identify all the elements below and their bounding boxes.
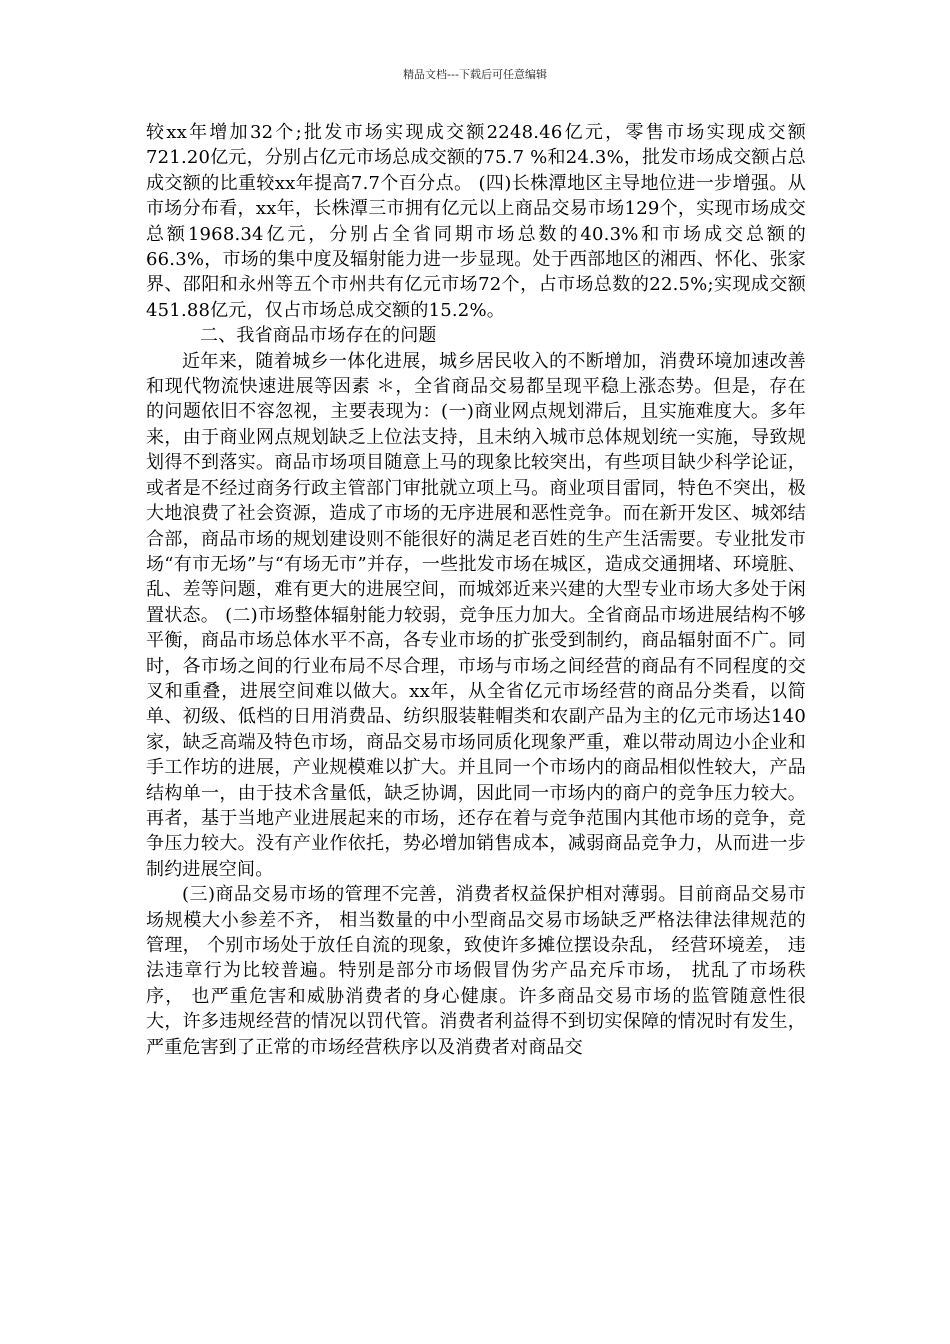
paragraph-problems: 近年来，随着城乡一体化进展，城乡居民收入的不断增加，消费环境加速改善和现代物流快速进展等因素 ＊，全省商品交易都呈现平稳上涨态势。但是，存在的问题依旧不容忽视，主要表现为：(一)商业网点规划滞后，且实施难度大。多年来，由于商业网点规划缺乏上位法支持，且未纳入城市总体规划统一实施，导致规划得不到落实。商品市场项目随意上马的现象比较突出，有些项目缺少科学论证，或者是不经过商务行政主管部门审批就立项上马。商业项目雷同，特色不突出，极大地浪费了社会资源，造成了市场的无序进展和恶性竞争。而在新开发区、城郊结合部，商品市场的规划建设则不能很好的满足老百姓的生产生活需要。专业批发市场“有市无场”与“有场无市”并存，一些批发市场在城区，造成交通拥堵、环境脏、乱、差等问题，难有更大的进展空间，而城郊近来兴建的大型专业市场大多处于闲置状态。 (二)市场整体辐射能力较弱，竞争压力加大。全省商品市场进展结构不够平衡，商品市场总体水平不高，各专业市场的扩张受到制约，商品辐射面不广。同时，各市场之间的行业布局不尽合理，市场与市场之间经营的商品有不同程度的交叉和重叠，进展空间难以做大。xx年，从全省亿元市场经营的商品分类看，以简单、初级、低档的日用消费品、纺织服装鞋帽类和农副产品为主的亿元市场达140家，缺乏高端及特色市场，商品交易市场同质化现象严重，难以带动周边小企业和手工作坊的进展，产业规模难以扩大。并且同一个市场内的商品相似性较大，产品结构单一，由于技术含量低，缺乏协调，因此同一市场内的商户的竞争压力较大。再者，基于当地产业进展起来的市场，还存在着与竞争范围内其他市场的竞争，竞争压力较大。没有产业作依托，势必增加销售成本，减弱商品竞争力，从而进一步制约进展空间。 [146,350,806,880]
document-body [146,120,806,1060]
section-heading: 二、我省商品市场存在的问题 [200,325,437,347]
page-header: 精品文档---下载后可任意编辑 [403,68,547,81]
paragraph-market-share: 较xx年增加32个;批发市场实现成交额2248.46亿元，零售市场实现成交额721.20亿元，分别占亿元市场总成交额的75.7 %和24.3%，批发市场成交额占总成交额的比重较xx年提高7.7个百分点。 (四)长株潭地区主导地位进一步增强。从市场分布看，xx年，长株潭三市拥有亿元以上商品交易市场129个，实现市场成交总额1968.34亿元，分别占全省同期市场总数的40.3%和市场成交总额的66.3%，市场的集中度及辐射能力进一步显现。处于西部地区的湘西、怀化、张家界、邵阳和永州等五个市州共有亿元市场72个，占市场总数的22.5%;实现成交额451.88亿元，仅占市场总成交额的15.2%。 [146,122,806,321]
paragraph-management: (三)商品交易市场的管理不完善，消费者权益保护相对薄弱。目前商品交易市场规模大小参差不齐， 相当数量的中小型商品交易市场缺乏严格法律法律规范的管理， 个别市场处于放任自流的现象，致使许多摊位摆设杂乱， 经营环境差， 违法违章行为比较普遍。特别是部分市场假冒伪劣产品充斥市场， 扰乱了市场秩序， 也严重危害和威胁消费者的身心健康。许多商品交易市场的监管随意性很大，许多违规经营的情况以罚代管。消费者利益得不到切实保障的情况时有发生， 严重危害到了正常的市场经营秩序以及消费者对商品交 [146,884,806,1058]
